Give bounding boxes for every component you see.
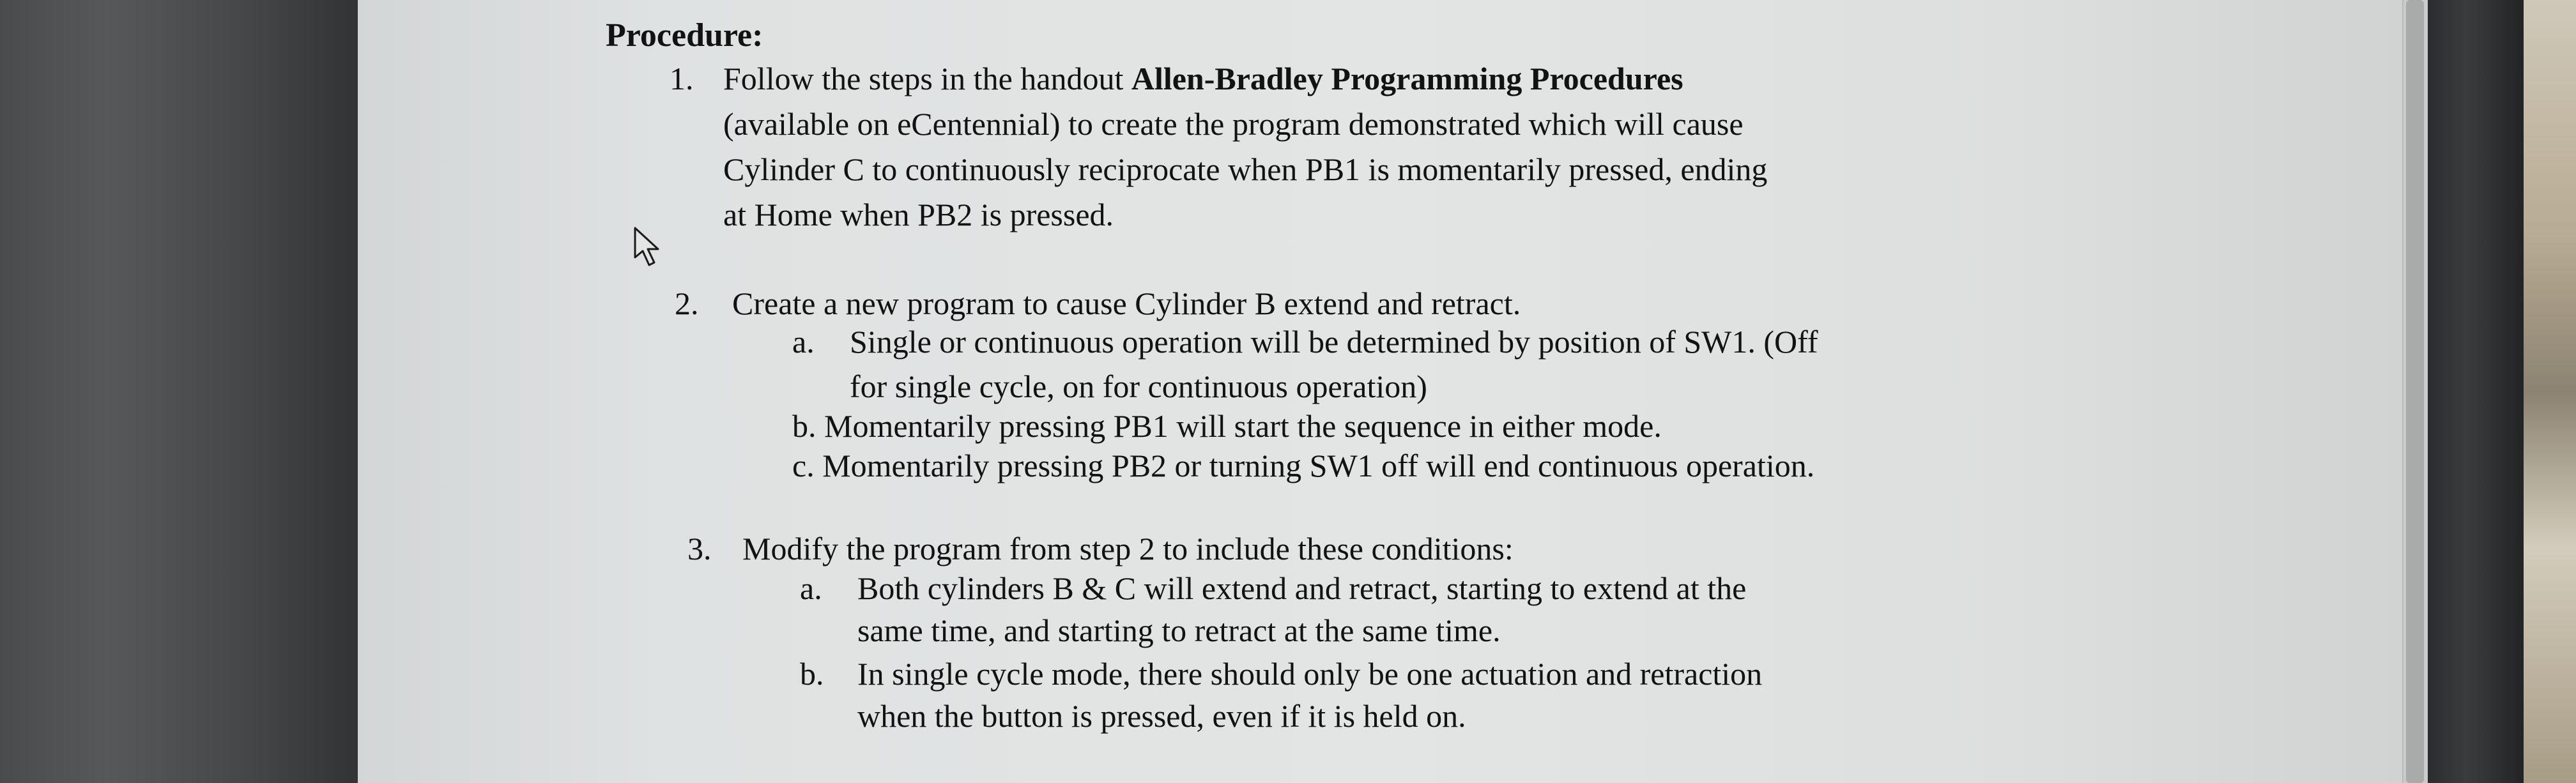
mouse-pointer-icon xyxy=(632,225,667,268)
step3-b-line2: when the button is pressed, even if it is held on. xyxy=(857,698,1466,734)
step2-a-line2: for single cycle, on for continuous operation) xyxy=(850,369,1427,404)
step2-b-item: b. Momentarily pressing PB1 will start the sequence in either mode. xyxy=(792,408,1662,444)
step1-line3: Cylinder C to continuously reciprocate when PB1 is momentarily pressed, ending xyxy=(723,151,1768,187)
step1-number: 1. xyxy=(670,61,694,96)
procedure-heading: Procedure: xyxy=(606,17,763,54)
step1-line4: at Home when PB2 is pressed. xyxy=(723,197,1114,232)
step2-number: 2. xyxy=(675,285,699,321)
monitor-bezel-right xyxy=(2428,0,2524,783)
step1-line1 xyxy=(723,63,1683,95)
background-fabric xyxy=(2524,0,2576,783)
step3-a-line1: Both cylinders B & C will extend and retract, starting to extend at the xyxy=(857,570,1747,606)
step3-a-label: a. xyxy=(800,570,822,606)
step3-b-line1: In single cycle mode, there should only be one actuation and retraction xyxy=(857,656,1763,692)
step3-b-label: b. xyxy=(800,656,824,692)
step2-a-line1: Single or continuous operation will be determined by position of SW1. (Off xyxy=(850,324,1818,360)
monitor-bezel-left xyxy=(0,0,358,783)
step1-text-intro: Follow the steps in the handout xyxy=(723,61,1131,96)
step2-a-label: a. xyxy=(792,324,815,360)
step2-c-item: c. Momentarily pressing PB2 or turning SW1 off will end continuous operation. xyxy=(792,448,1815,483)
step3-text: Modify the program from step 2 to include these conditions: xyxy=(742,531,1514,566)
step3-number: 3. xyxy=(687,531,712,566)
step1-handout-title: Allen-Bradley Programming Procedures xyxy=(1131,61,1683,96)
step1-line2: (available on eCentennial) to create the program demonstrated which will cause xyxy=(723,106,1744,142)
step2-text: Create a new program to cause Cylinder B extend and retract. xyxy=(732,285,1521,321)
scrollbar-thumb[interactable] xyxy=(2406,0,2424,783)
step3-a-line2: same time, and starting to retract at the same time. xyxy=(857,612,1501,648)
